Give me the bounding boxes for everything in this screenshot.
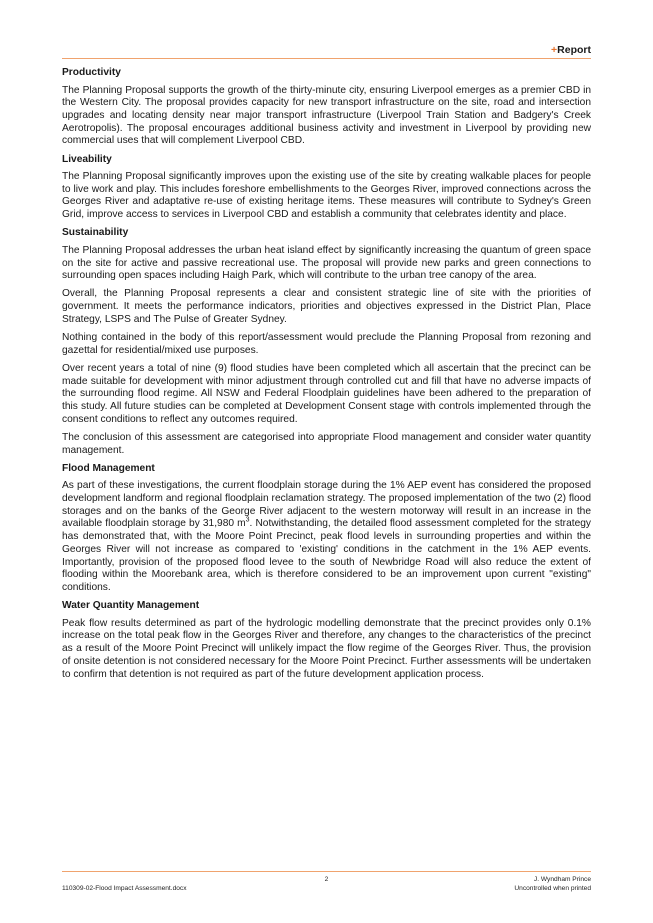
heading-sustainability: Sustainability — [62, 227, 129, 239]
paragraph-liveability: The Planning Proposal significantly improves upon the existing use of the site by creating walkable places for people to live work and play. This includes foreshore embellishments to the Georges River, improved connections across the Georges River and adaptative re-use of existing heritage items. These measures will contribute to Sydney's Green Grid, improve access to services in Liverpool CBD and establish a community that celebrates identity and place. — [62, 171, 591, 221]
report-label: Report — [557, 44, 591, 56]
cubic-superscript: 3 — [245, 517, 250, 525]
heading-water-quantity: Water Quantity Management — [62, 600, 200, 612]
paragraph-sustainability-5: The conclusion of this assessment are categorised into appropriate Flood management and consider water quantity management. — [62, 431, 591, 456]
paragraph-water-quantity: Peak flow results determined as part of the hydrologic modelling demonstrate that the precinct provides only 0.1% increase on the total peak flow in the Georges River and therefore, any changes to the characteristics of the precinct as a result of the Moore Point Precinct will unlikely impact the flow regime of the Georges River. Thus, the provision of onsite detention is not considered necessary for the Moore Point Precinct. Further assessments will be undertaken to confirm that detention is not required as part of the future development application process. — [62, 617, 591, 680]
heading-liveability: Liveability — [62, 153, 112, 165]
plus-mark: + — [551, 44, 558, 56]
paragraph-sustainability-4: Over recent years a total of nine (9) flood studies have been completed which all ascertain that the precinct can be made suitable for development with minor adjustment through controlled cut and fill that have no adverse impacts of the surrounding flood regime. All NSW and Federal Floodplain guidelines have been adhered to the preparation of this study. All future studies can be completed at Development Consent stage with controls implemented through the consent conditions to reflect any outcomes required. — [62, 362, 591, 425]
paragraph-sustainability-2: Overall, the Planning Proposal represents a clear and consistent strategic line of site with the priorities of government. It meets the performance indicators, priorities and objectives expressed in the District Plan, Place Strategy, LSPS and The Pulse of Greater Sydney. — [62, 288, 591, 325]
footer-rule — [62, 871, 591, 872]
paragraph-flood-management — [62, 480, 591, 594]
document-body — [62, 67, 591, 687]
flood-text-b: . Notwithstanding, the detailed flood assessment completed for the strategy has demonstrated that, with the Moore Point Precinct, peak flood levels in surrounding properties and within the Georges River will not increase as compared to 'existing' conditions in the catchment in the 1% AEP events. Importantly, provision of the proposed flood levee to the south of Newbridge Road will also reduce the extent of flooding within the Moorebank area, which is therefore considered to be an improvement upon current "existing" conditions. — [62, 518, 591, 593]
paragraph-productivity: The Planning Proposal supports the growth of the thirty-minute city, ensuring Liverpool emerges as a premier CBD in the Western City. The proposal provides capacity for new transport infrastructure on the site, road and intersection upgrades and locating density near major transport infrastructure (Liverpool Train Station and Badgery's Creek Aerotropolis). The proposal encourages additional business activity and investment in Liverpool by providing new commercial uses that will complement Liverpool CBD. — [62, 84, 591, 147]
heading-productivity: Productivity — [62, 67, 121, 78]
paragraph-sustainability-1: The Planning Proposal addresses the urban heat island effect by significantly increasing the quantum of green space on the site for active and passive recreational use. The proposal will provide new parks and green connections to surrounding open spaces including Haigh Park, which will contribute to the urban tree canopy of the area. — [62, 244, 591, 282]
company-name: J. Wyndham Prince — [533, 876, 591, 883]
header-rule — [62, 58, 591, 59]
page-header — [62, 42, 591, 60]
heading-flood-management: Flood Management — [62, 462, 155, 474]
control-notice: Uncontrolled when printed — [514, 885, 591, 892]
flood-text-a: As part of these investigations, the current floodplain storage during the 1% AEP event has considered the proposed development landform and regional floodplain reclamation strategy. The proposed implementation of the two (2) flood storages and on the banks of the George River adjacent to the western motorway will result in an increase in the available floodplain storage by 31,980 m — [62, 480, 591, 530]
document-filename: 110309-02-Flood Impact Assessment.docx — [62, 885, 187, 892]
paragraph-sustainability-3: Nothing contained in the body of this report/assessment would preclude the Planning Proposal from rezoning and gazettal for residential/mixed use purposes. — [62, 332, 591, 356]
page-number: 2 — [324, 876, 329, 883]
report-tag — [551, 44, 591, 56]
